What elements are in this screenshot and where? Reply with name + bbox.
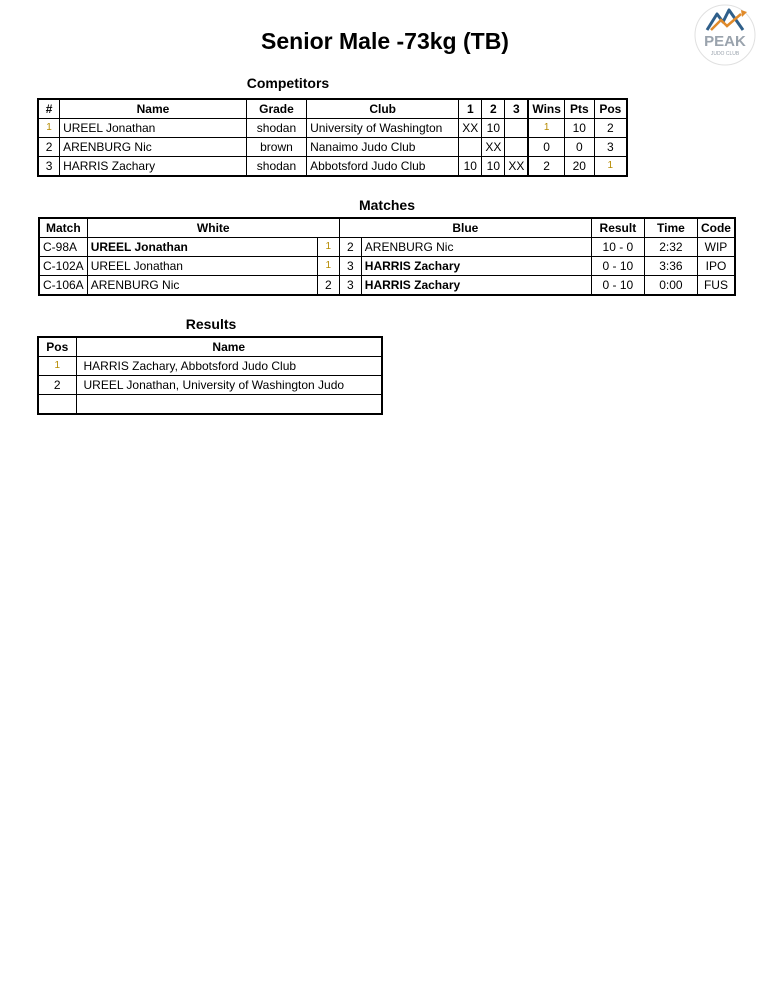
svg-text:JUDO CLUB: JUDO CLUB [710, 51, 740, 57]
competitors-header-row [38, 99, 627, 119]
match-cell: XX [459, 119, 482, 138]
col-header: Name [76, 337, 382, 357]
match-id: C-98A [39, 238, 87, 257]
results-heading: Results [185, 316, 237, 332]
matches-heading: Matches [358, 197, 416, 213]
col-header: Club [307, 99, 459, 119]
points-cell: 0 [564, 138, 594, 157]
competitor-grade: shodan [246, 119, 306, 138]
points-cell: 20 [564, 157, 594, 177]
match-result: 10 - 0 [591, 238, 644, 257]
col-header: White [87, 218, 339, 238]
white-competitor: UREEL Jonathan [87, 238, 317, 257]
table-row [38, 119, 627, 138]
white-competitor: ARENBURG Nic [87, 276, 317, 296]
position-cell: 3 [594, 138, 627, 157]
result-position: 2 [38, 376, 76, 395]
wins-cell: 0 [528, 138, 564, 157]
blue-competitor: HARRIS Zachary [361, 276, 591, 296]
page-title: Senior Male -73kg (TB) [261, 28, 509, 54]
col-header: Pos [38, 337, 76, 357]
col-header: Result [591, 218, 644, 238]
white-number: 1 [317, 238, 339, 257]
col-header: Match [39, 218, 87, 238]
match-cell [459, 138, 482, 157]
blue-number: 3 [339, 257, 361, 276]
col-header: Pts [564, 99, 594, 119]
blue-competitor: HARRIS Zachary [361, 257, 591, 276]
matches-table [38, 217, 736, 296]
competitor-name: UREEL Jonathan [60, 119, 247, 138]
table-row [39, 238, 735, 257]
match-id: C-102A [39, 257, 87, 276]
result-name [76, 395, 382, 415]
blue-number: 2 [339, 238, 361, 257]
table-row [38, 157, 627, 177]
result-name: UREEL Jonathan, University of Washington Judo [76, 376, 382, 395]
match-time: 0:00 [644, 276, 697, 296]
match-cell: XX [482, 138, 505, 157]
table-row [39, 257, 735, 276]
col-header: 1 [459, 99, 482, 119]
svg-text:PEAK: PEAK [704, 33, 746, 50]
competitors-heading: Competitors [246, 75, 330, 91]
competitor-grade: brown [246, 138, 306, 157]
col-header: Blue [339, 218, 591, 238]
match-result: 0 - 10 [591, 257, 644, 276]
col-header: Pos [594, 99, 627, 119]
competitor-number: 2 [38, 138, 60, 157]
position-cell: 1 [594, 157, 627, 177]
match-code: FUS [697, 276, 735, 296]
peak-logo [693, 0, 757, 70]
white-competitor: UREEL Jonathan [87, 257, 317, 276]
match-cell: XX [505, 157, 529, 177]
peak-mountain-icon [693, 0, 757, 70]
table-row [38, 395, 382, 415]
matches-header-row [39, 218, 735, 238]
white-number: 2 [317, 276, 339, 296]
match-id: C-106A [39, 276, 87, 296]
match-code: IPO [697, 257, 735, 276]
position-cell: 2 [594, 119, 627, 138]
col-header: Time [644, 218, 697, 238]
competitor-name: HARRIS Zachary [60, 157, 247, 177]
col-header: Wins [528, 99, 564, 119]
table-row [38, 357, 382, 376]
competitor-club: University of Washington [307, 119, 459, 138]
col-header: Name [60, 99, 247, 119]
table-row [38, 138, 627, 157]
blue-number: 3 [339, 276, 361, 296]
result-position [38, 395, 76, 415]
match-code: WIP [697, 238, 735, 257]
match-cell: 10 [482, 119, 505, 138]
match-result: 0 - 10 [591, 276, 644, 296]
competitor-club: Nanaimo Judo Club [307, 138, 459, 157]
result-position: 1 [38, 357, 76, 376]
result-name: HARRIS Zachary, Abbotsford Judo Club [76, 357, 382, 376]
points-cell: 10 [564, 119, 594, 138]
results-header-row [38, 337, 382, 357]
col-header: 3 [505, 99, 529, 119]
match-time: 2:32 [644, 238, 697, 257]
white-number: 1 [317, 257, 339, 276]
table-row [39, 276, 735, 296]
col-header: # [38, 99, 60, 119]
match-cell: 10 [482, 157, 505, 177]
col-header: Code [697, 218, 735, 238]
blue-competitor: ARENBURG Nic [361, 238, 591, 257]
col-header: 2 [482, 99, 505, 119]
competitor-grade: shodan [246, 157, 306, 177]
results-table [37, 336, 383, 415]
table-row [38, 376, 382, 395]
wins-cell: 1 [528, 119, 564, 138]
match-cell [505, 138, 529, 157]
wins-cell: 2 [528, 157, 564, 177]
competitor-number: 1 [38, 119, 60, 138]
competitor-name: ARENBURG Nic [60, 138, 247, 157]
col-header: Grade [246, 99, 306, 119]
competitor-club: Abbotsford Judo Club [307, 157, 459, 177]
match-time: 3:36 [644, 257, 697, 276]
competitor-number: 3 [38, 157, 60, 177]
match-cell [505, 119, 529, 138]
competitors-table [37, 98, 628, 177]
match-cell: 10 [459, 157, 482, 177]
